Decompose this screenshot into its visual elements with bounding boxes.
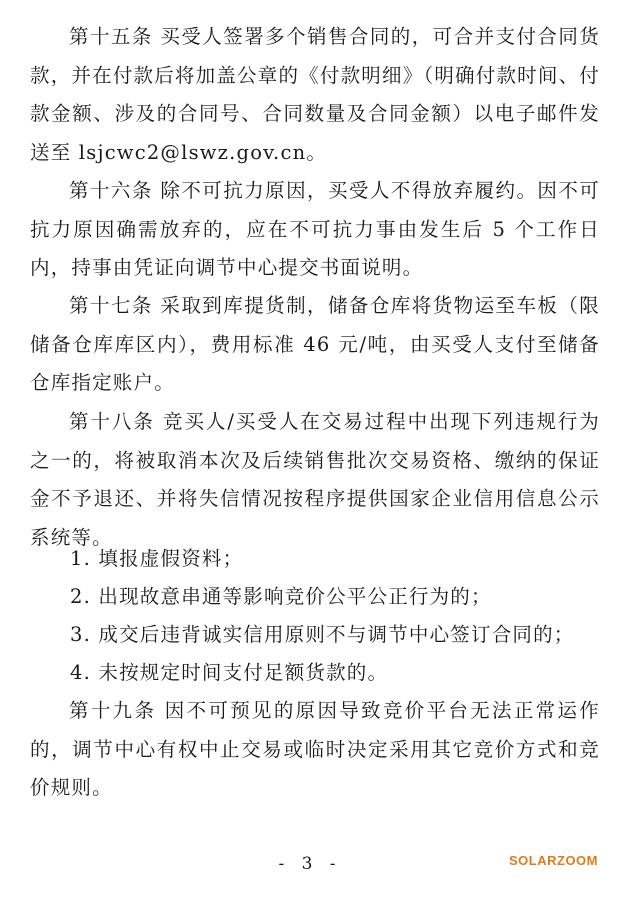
article-17-paragraph: 第十七条 采取到库提货制，储备仓库将货物运至车板（限储备仓库库区内），费用标准 46 元/吨，由买受人支付至储备仓库指定账户。 — [30, 294, 600, 395]
article-18-item-2: 2. 出现故意串通等影响竞价公平公正行为的； — [70, 585, 492, 608]
watermark-logo: SOLARZOOM — [509, 853, 598, 868]
article-16-paragraph: 第十六条 除不可抗力原因，买受人不得放弃履约。因不可抗力原因确需放弃的，应在不可抗力事由发生后 5 个工作日内，持事由凭证向调节中心提交书面说明。 — [30, 179, 600, 280]
article-15-paragraph: 第十五条 买受人签署多个销售合同的，可合并支付合同货款，并在付款后将加盖公章的《付款明细》（明确付款时间、付款金额、涉及的合同号、合同数量及合同金额）以电子邮件发送至 lsjcwc2@lswz.gov.cn。 — [30, 25, 600, 164]
article-19-paragraph: 第十九条 因不可预见的原因导致竞价平台无法正常运作的，调节中心有权中止交易或临时决定采用其它竞价方式和竞价规则。 — [30, 699, 600, 800]
page-number: - 3 - — [278, 854, 342, 874]
article-18-item-4: 4. 未按规定时间支付足额货款的。 — [70, 661, 389, 684]
article-18-item-3: 3. 成交后违背诚实信用原则不与调节中心签订合同的； — [70, 623, 575, 646]
article-18-paragraph: 第十八条 竞买人/买受人在交易过程中出现下列违规行为之一的，将被取消本次及后续销售批次交易资格、缴纳的保证金不予退还、并将失信情况按程序提供国家企业信用信息公示系统等。 — [30, 410, 600, 549]
article-18-item-1: 1. 填报虚假资料； — [70, 547, 244, 570]
